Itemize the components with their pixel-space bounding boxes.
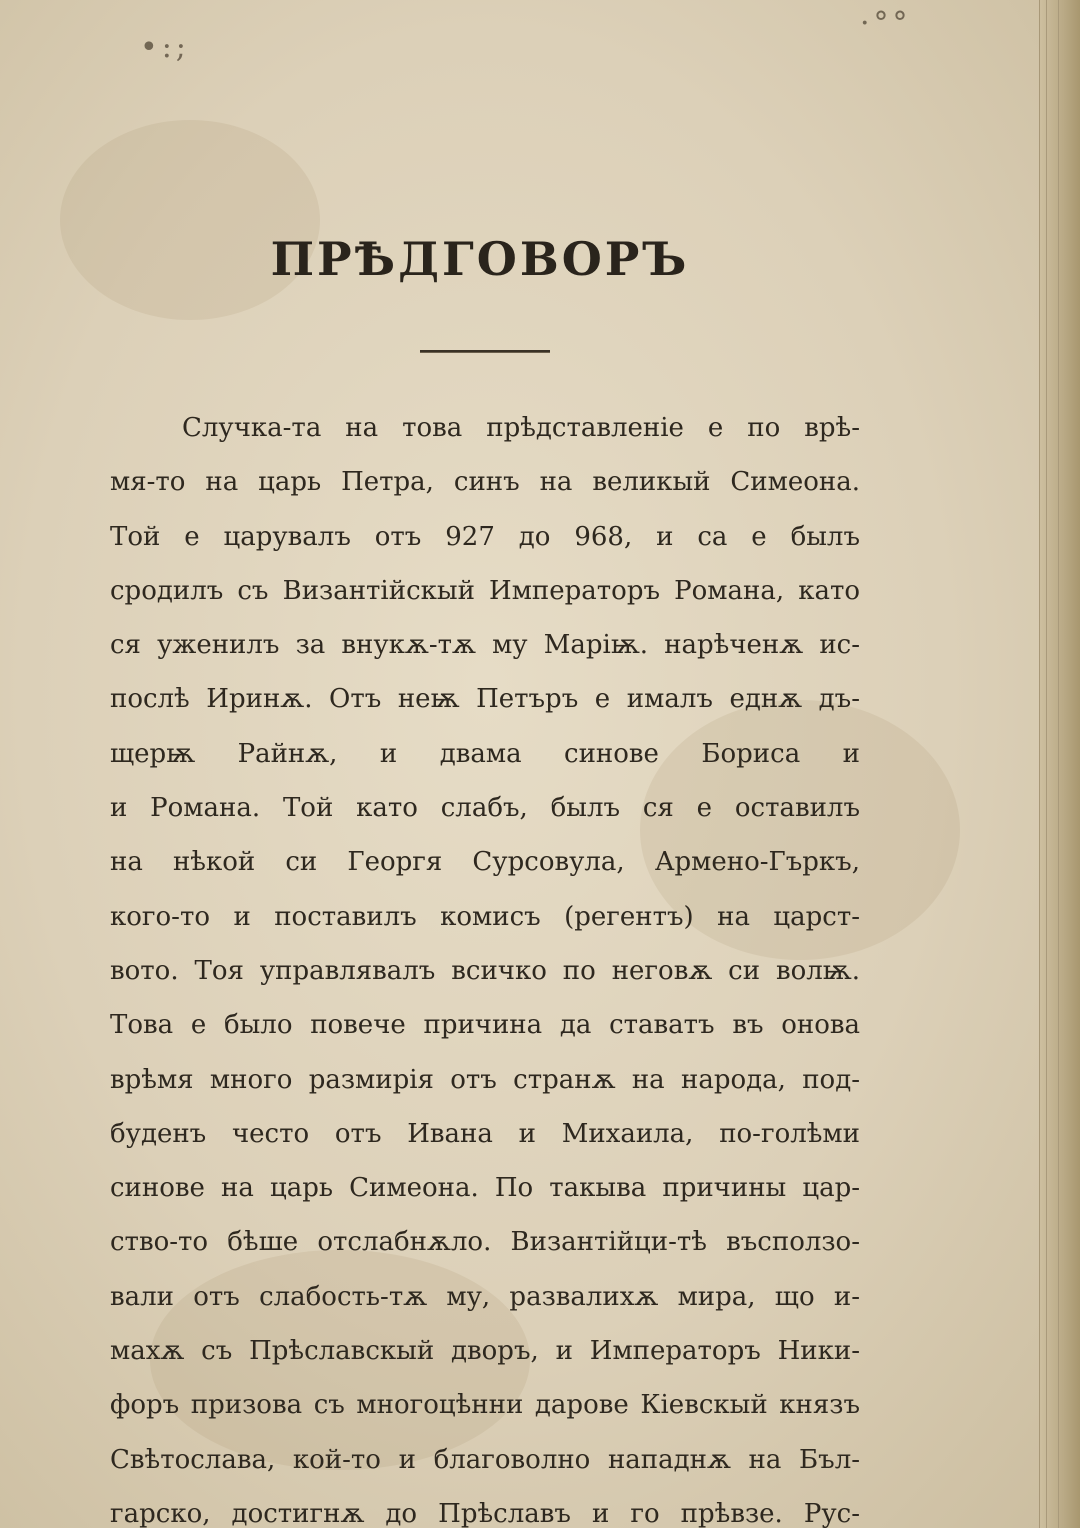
text-line: Това е было повече причина да ставатъ въ онова xyxy=(110,1010,860,1041)
text-line: буденъ често отъ Ивана и Михаила, по-голѣми xyxy=(110,1118,860,1149)
corner-mark-left: •:; xyxy=(140,30,190,65)
page-edge-line xyxy=(1058,0,1059,1528)
paper-stain xyxy=(60,120,320,320)
text-line: кого-то и поставилъ комисъ (регентъ) на царст- xyxy=(110,901,860,932)
title-divider xyxy=(420,350,550,353)
text-line: Той е царувалъ отъ 927 до 968, и са е былъ xyxy=(110,521,860,552)
text-line: форъ призова съ многоцѣнни дарове Кіевскый князъ xyxy=(110,1390,860,1421)
text-line: щерѭ Райнѫ, и двама синове Бориса и xyxy=(110,738,860,769)
text-line: махѫ съ Прѣславскый дворъ, и Императоръ Ники- xyxy=(110,1336,860,1367)
corner-mark-right: ·°° xyxy=(860,6,912,41)
text-line: послѣ Иринѫ. Отъ неѭ Петъръ е ималъ еднѫ дъ- xyxy=(110,684,860,715)
body-text xyxy=(110,408,860,1528)
text-line: Свѣтослава, кой-то и благоволно нападнѫ на Бъл- xyxy=(110,1444,860,1475)
text-line: вали отъ слабость-тѫ му, развалихѫ мира, що и- xyxy=(110,1281,860,1312)
text-line: и Романа. Той като слабъ, былъ ся е оставилъ xyxy=(110,793,860,824)
page-title: ПРѢДГОВОРЪ xyxy=(270,232,690,286)
text-line: синове на царь Симеона. По такыва причины цар- xyxy=(110,1173,860,1204)
page-edge-line xyxy=(1046,0,1047,1528)
text-line: мя-то на царь Петра, синъ на великый Симеона. xyxy=(110,467,860,498)
text-line: гарско, достигнѫ до Прѣславъ и го прѣвзе. Рус- xyxy=(110,1498,860,1528)
text-line: вото. Тоя управлявалъ всичко по неговѫ си волѭ. xyxy=(110,955,860,986)
text-line: сродилъ съ Византійскый Императоръ Романа, като xyxy=(110,575,860,606)
text-line: ство-то бѣше отслабнѫло. Византійци-тѣ въсползо- xyxy=(110,1227,860,1258)
text-line: врѣмя много размирія отъ странѫ на народа, под- xyxy=(110,1064,860,1095)
text-line: Случка-та на това прѣдставленіе е по врѣ- xyxy=(182,413,860,443)
text-line: на нѣкой си Георгя Сурсовула, Армено-Гъркъ, xyxy=(110,847,860,878)
text-line: ся уженилъ за внукѫ-тѫ му Маріѭ. нарѣченѫ ис- xyxy=(110,630,860,661)
